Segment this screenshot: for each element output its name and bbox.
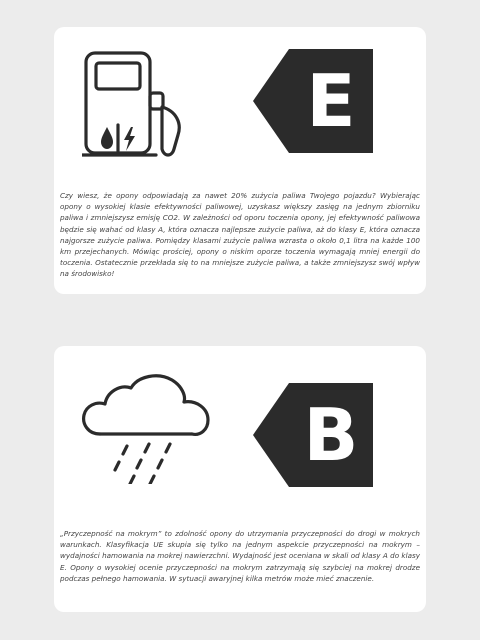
wet-grip-grade-letter: B (303, 393, 359, 477)
rain-cloud-icon (78, 364, 218, 484)
energy-grade-arrow (253, 49, 373, 153)
wet-grip-grade-arrow (253, 383, 373, 487)
fuel-pump-icon (82, 49, 192, 164)
fuel-efficiency-card (54, 27, 426, 294)
wet-grip-description: „Przyczepność na mokrym” to zdolność opony do utrzymania przyczepności do drogi w mokrych warunkach. Klasyfikacja UE skupia się tylko na jednym aspekcie przyczepności na mokrym – wydajności hamowania na mokrej nawierzchni. Wydajność jest oceniana w skali od klasy A do klasy E. Opony o wysokiej ocenie przyczepności na mokrym zatrzymają się szybciej na mokrej drodze podczas pełnego hamowania. W sytuacji awaryjnej kilka metrów może mieć znaczenie. (60, 529, 420, 583)
wet-grip-card (54, 346, 426, 612)
fuel-efficiency-description: Czy wiesz, że opony odpowiadają za nawet 20% zużycia paliwa Twojego pojazdu? Wybierając opony o wysokiej klasie efektywności paliwowej, uzyskasz większy zasięg na jednym zbiorniku paliwa i zmniejszysz emisję CO2. W zależności od oporu toczenia opony, jej efektywność paliwowa będzie się wahać od klasy A, która oznacza najlepsze zużycie paliwa, aż do klasy E, która oznacza najgorsze zużycie paliwa. Pomiędzy klasami zużycie paliwa wzrasta o około 0,1 litra na każde 100 km przejechanych. Mówiąc prościej, opony o niskim oporze toczenia wymagają mniej energii do toczenia. Ostatecznie przekłada się to na mniejsze zużycie paliwa, a także zmniejszysz swój wpływ na środowisko! (60, 191, 420, 279)
energy-grade-letter: E (306, 59, 356, 143)
